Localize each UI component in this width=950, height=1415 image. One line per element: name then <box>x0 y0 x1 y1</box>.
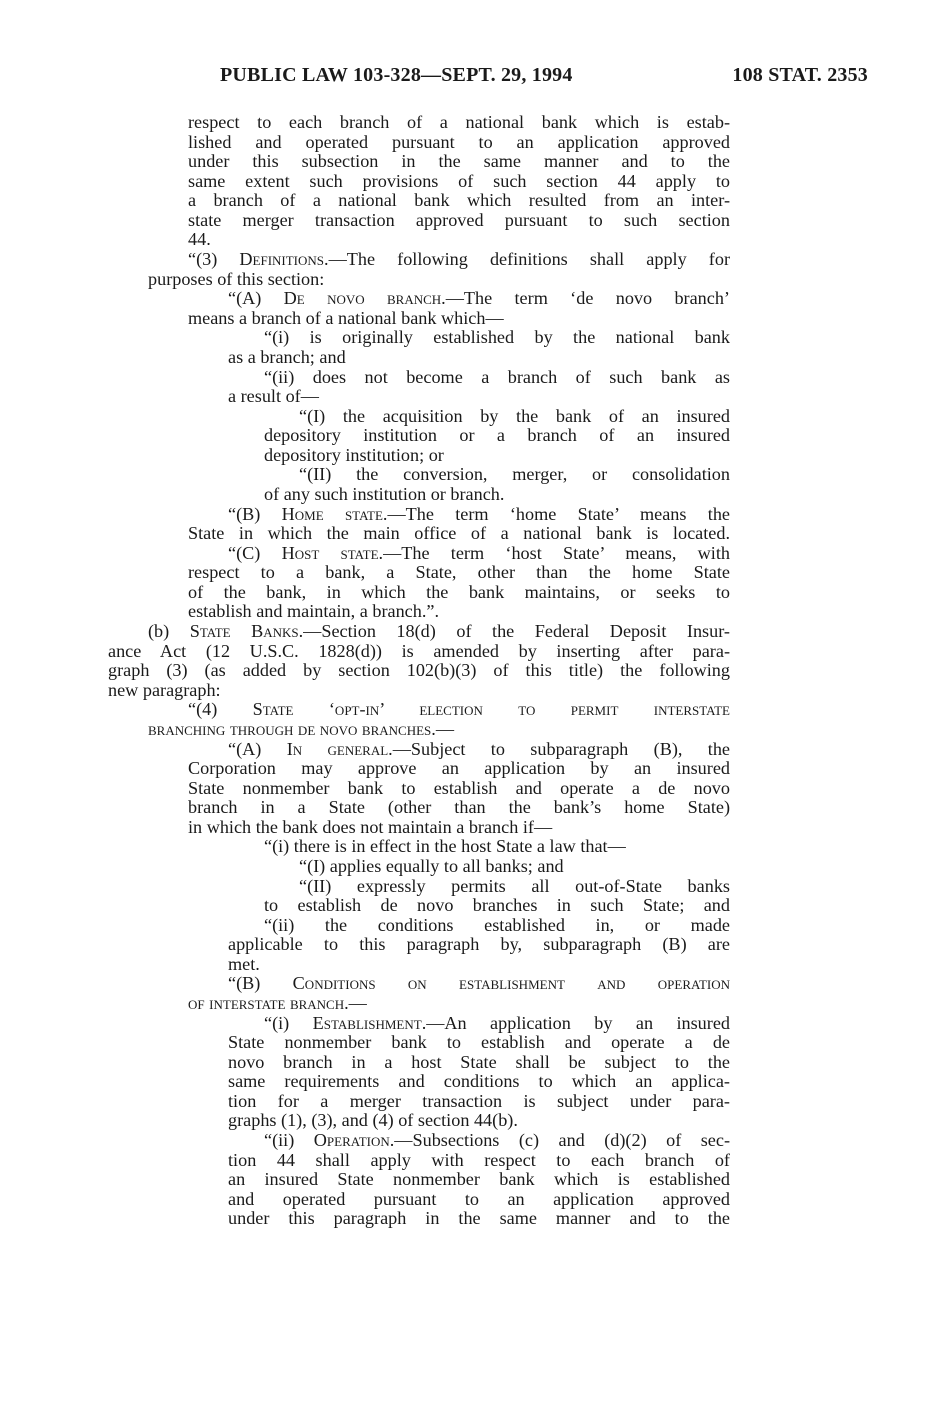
public-law-citation: PUBLIC LAW 103-328—SEPT. 29, 1994 <box>220 64 573 86</box>
text-line: “(ii) the conditions established in, or made <box>264 914 730 935</box>
text-line: “(I) applies equally to all banks; and <box>299 855 564 876</box>
text-line: ance Act (12 U.S.C. 1828(d)) is amended by inserting after para- <box>108 640 730 661</box>
text-line: an insured State nonmember bank which is established <box>228 1169 730 1190</box>
text-line: “(B) Conditions on establishment and operation <box>228 973 730 994</box>
text-line: “(4) State ‘opt-in’ election to permit interstate <box>188 699 730 720</box>
statute-page-number: 108 STAT. 2353 <box>732 64 868 86</box>
text-line: “(II) expressly permits all out-of-State banks <box>299 875 730 896</box>
text-line: State nonmember bank to establish and operate a de <box>228 1032 730 1053</box>
text-line: under this subsection in the same manner and to the <box>188 151 730 172</box>
text-line: “(B) Home state.—The term ‘home State’ means the <box>228 503 730 524</box>
text-line: depository institution; or <box>264 444 444 465</box>
text-line: of the bank, in which the bank maintains, or seeks to <box>188 581 730 602</box>
text-line: “(A) De novo branch.—The term ‘de novo branch’ <box>228 288 730 309</box>
text-line: State nonmember bank to establish and operate a de novo <box>188 777 730 798</box>
text-line: respect to each branch of a national bank which is estab- <box>188 112 730 132</box>
text-line: “(A) In general.—Subject to subparagraph (B), the <box>228 738 730 759</box>
text-line: branching through de novo branches.— <box>148 718 454 739</box>
text-line: “(I) the acquisition by the bank of an insured <box>299 405 730 426</box>
text-line: “(i) Establishment.—An application by an insured <box>264 1012 730 1033</box>
text-line: Corporation may approve an application by an insured <box>188 758 730 779</box>
text-line: under this paragraph in the same manner and to the <box>228 1208 730 1229</box>
text-line: “(i) there is in effect in the host State a law that— <box>264 836 626 857</box>
text-line: novo branch in a host State shall be subject to the <box>228 1051 730 1072</box>
text-line: same requirements and conditions to which an applica- <box>228 1071 730 1092</box>
text-line: tion for a merger transaction is subject under para- <box>228 1090 730 1111</box>
text-line: purposes of this section: <box>148 268 325 289</box>
text-line: of interstate branch.— <box>188 993 367 1014</box>
text-line: “(C) Host state.—The term ‘host State’ means, with <box>228 542 730 563</box>
running-head <box>0 64 950 92</box>
text-line: lished and operated pursuant to an application approved <box>188 131 730 152</box>
text-line: as a branch; and <box>228 346 346 367</box>
text-line: to establish de novo branches in such State; and <box>264 895 730 916</box>
text-line: in which the bank does not maintain a branch if— <box>188 816 553 837</box>
text-line: same extent such provisions of such section 44 apply to <box>188 170 730 191</box>
text-line: new paragraph: <box>108 679 221 700</box>
text-line: “(ii) does not become a branch of such bank as <box>264 366 730 387</box>
text-line: and operated pursuant to an application approved <box>228 1188 730 1209</box>
text-line: “(II) the conversion, merger, or consolidation <box>299 464 730 485</box>
text-line: respect to a bank, a State, other than the home State <box>188 562 730 583</box>
text-line: “(i) is originally established by the national bank <box>264 327 730 348</box>
text-line: branch in a State (other than the bank’s home State) <box>188 797 730 818</box>
text-line: a branch of a national bank which resulted from an inter- <box>188 190 730 211</box>
text-line: State in which the main office of a national bank is located. <box>188 523 730 544</box>
statute-text-block <box>0 113 950 1229</box>
text-line: “(ii) Operation.—Subsections (c) and (d)(2) of sec- <box>264 1130 731 1151</box>
text-line: 44. <box>188 229 211 250</box>
text-line: a result of— <box>228 386 319 407</box>
text-line: establish and maintain, a branch.”. <box>188 601 440 622</box>
text-line: graphs (1), (3), and (4) of section 44(b). <box>228 1110 518 1131</box>
text-line: state merger transaction approved pursuant to such section <box>188 209 730 230</box>
text-line: (b) State Banks.—Section 18(d) of the Federal Deposit Insur- <box>148 621 730 642</box>
text-line: of any such institution or branch. <box>264 483 505 504</box>
text-line: applicable to this paragraph by, subparagraph (B) are <box>228 934 730 955</box>
text-line: “(3) Definitions.—The following definitions shall apply for <box>188 249 731 270</box>
text-line: met. <box>228 953 260 974</box>
text-line: graph (3) (as added by section 102(b)(3) of this title) the following <box>108 660 730 681</box>
text-line: depository institution or a branch of an insured <box>264 425 730 446</box>
text-line: tion 44 shall apply with respect to each branch of <box>228 1149 730 1170</box>
text-line: means a branch of a national bank which— <box>188 307 504 328</box>
